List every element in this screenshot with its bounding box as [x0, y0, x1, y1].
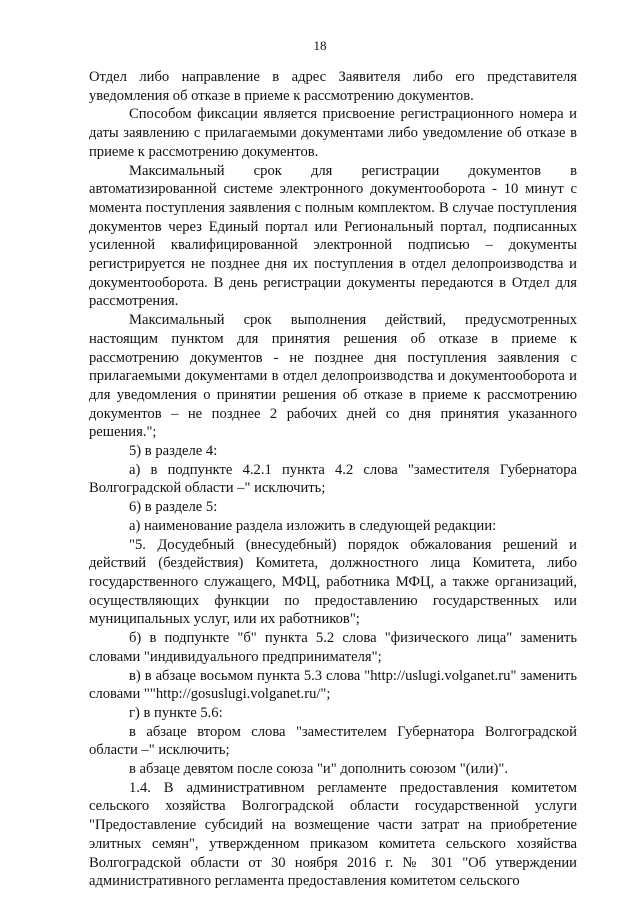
- paragraph: в абзаце девятом после союза "и" дополнить союзом "(или)".: [129, 761, 508, 778]
- paragraph: Максимальный срок выполнения действий, предусмотренных настоящим пунктом для принятия решения об отказе в приеме к рассмотрению документов - не позднее дня поступления заявления с прилагаемыми документами в отдел делопроизводства и документооборота и для уведомления о принятии решения об отказе в приеме к рассмотрению документов – не позднее 2 рабочих дней со дня принятия указанного решения.";: [89, 312, 577, 441]
- paragraph: "5. Досудебный (внесудебный) порядок обжалования решений и действий (бездействия) Комитета, должностного лица Комитета, либо государственного служащего, МФЦ, работника МФЦ, а также организаций, осуществляющих функции по предоставлению государственных или муниципальных услуг, или их работников";: [89, 536, 577, 628]
- paragraph: 1.4. В административном регламенте предоставления комитетом сельского хозяйства Волгоградской области государственной услуги "Предоставление субсидий на возмещение части затрат на приобретение элитных семян", утвержденном приказом комитета сельского хозяйства Волгоградской области от 30 ноября 2016 г. № 301 "Об утверждении административного регламента предоставления комитетом сельского: [89, 779, 577, 890]
- paragraph: Максимальный срок для регистрации документов в автоматизированной системе электронного документооборота - 10 минут с момента поступления заявления с полным комплектом. В случае поступления документов через Единый портал или Региональный портал, подписанных усиленной квалифицированной электронной подписью – документы регистрируется не позднее дня их поступления в отдел делопроизводства и документооборота. В день регистрации документы передаются в Отдел для рассмотрения.: [89, 162, 577, 310]
- paragraph: в) в абзаце восьмом пункта 5.3 слова "http://uslugi.volganet.ru" заменить словами ""http://gosuslugi.volganet.ru/";: [89, 667, 577, 703]
- paragraph: а) наименование раздела изложить в следующей редакции:: [129, 517, 497, 534]
- paragraph: в абзаце втором слова "заместителем Губернатора Волгоградской области –" исключить;: [89, 723, 577, 759]
- paragraph: б) в подпункте "б" пункта 5.2 слова "физического лица" заменить словами "индивидуального предпринимателя";: [89, 630, 577, 665]
- paragraph: 5) в разделе 4:: [129, 443, 218, 460]
- paragraph: г) в пункте 5.6:: [129, 704, 223, 721]
- paragraph: а) в подпункте 4.2.1 пункта 4.2 слова "заместителя Губернатора Волгоградской области –" исключить;: [89, 461, 577, 497]
- paragraph: Отдел либо направление в адрес Заявителя либо его представителя уведомления об отказе в приеме к рассмотрению документов.: [89, 69, 577, 104]
- page-number: 18: [313, 38, 327, 53]
- paragraph: Способом фиксации является присвоение регистрационного номера и даты заявлению с прилагаемыми документами либо уведомление об отказе в приеме к рассмотрению документов.: [89, 106, 577, 160]
- document-body: [89, 68, 577, 891]
- paragraph: 6) в разделе 5:: [129, 499, 218, 516]
